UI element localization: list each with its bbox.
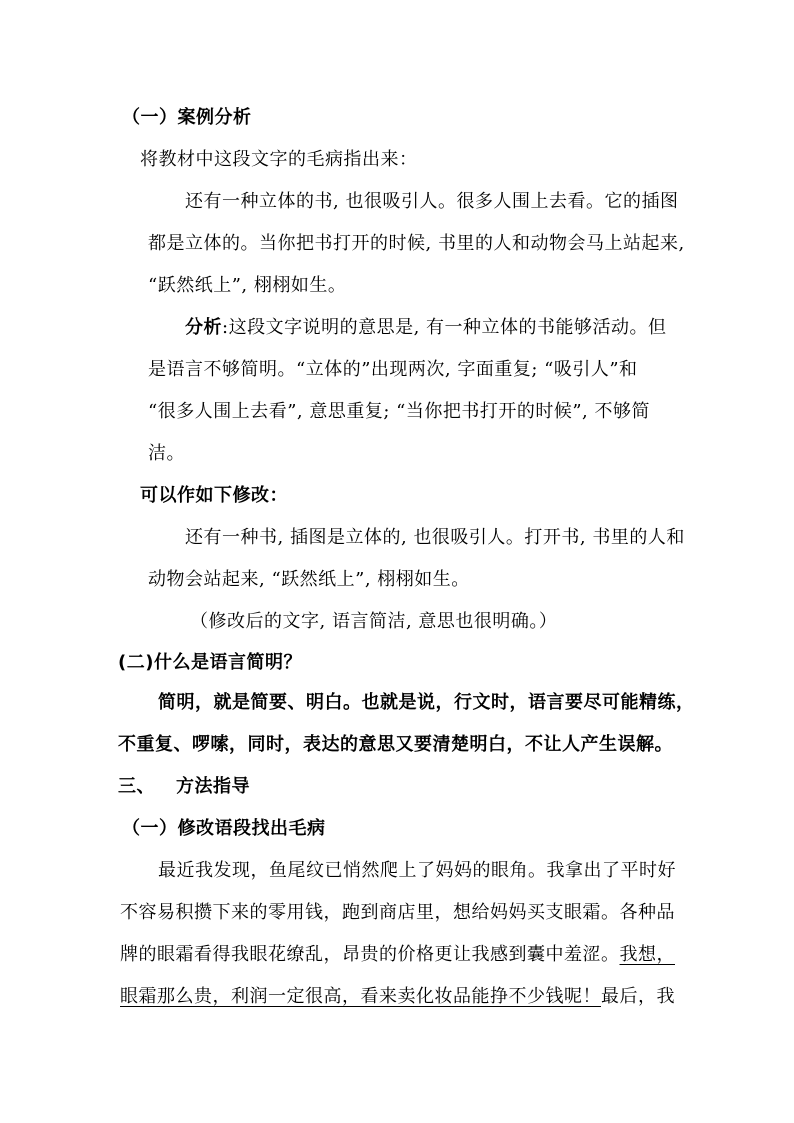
original-line-3: “跃然纸上”, 栩栩如生。 (148, 275, 347, 296)
revision-note: （修改后的文字, 语言简洁, 意思也很明确。） (190, 611, 558, 632)
original-line-2: 都是立体的。当你把书打开的时候, 书里的人和动物会马上站起来, (148, 233, 685, 254)
section-number-three: 三、 (118, 776, 155, 797)
section-heading-method: 方法指导 (176, 776, 250, 797)
intro-text: 将教材中这段文字的毛病指出来： (140, 149, 418, 170)
analysis-line-4: 洁。 (148, 443, 185, 464)
analysis-label: 分析 (185, 317, 222, 338)
section-heading-case-analysis: （一）案例分析 (122, 107, 252, 128)
subsection-heading-find-errors: （一）修改语段找出毛病 (122, 818, 326, 839)
revised-line-2: 动物会站起来, “跃然纸上”, 栩栩如生。 (148, 569, 470, 590)
definition-line-2: 不重复、啰嗦，同时，表达的意思又要清楚明白，不让人产生误解。 (118, 734, 673, 755)
analysis-line-3: “很多人围上去看”, 意思重复; “当你把书打开的时候”, 不够简 (148, 401, 650, 422)
exercise-line-4 (120, 984, 675, 1010)
revised-line-1: 还有一种书, 插图是立体的, 也很吸引人。打开书, 书里的人和 (185, 527, 685, 548)
analysis-text-1: :这段文字说明的意思是, 有一种立体的书能够活动。但 (222, 317, 667, 338)
exercise-line-3-underlined: 我想， (619, 944, 675, 965)
exercise-line-3-plain: 牌的眼霜看得我眼花缭乱，昂贵的价格更让我感到囊中羞涩。 (120, 944, 620, 965)
analysis-line-2: 是语言不够简明。“立体的”出现两次, 字面重复; “吸引人”和 (148, 359, 638, 380)
exercise-line-4-plain: 最后，我 (601, 986, 675, 1007)
exercise-line-4-underlined: 眼霜那么贵，利润一定很高，看来卖化妆品能挣不少钱呢！ (120, 986, 601, 1007)
definition-line-1: 简明，就是简要、明白。也就是说，行文时，语言要尽可能精练， (158, 692, 695, 713)
revise-heading: 可以作如下修改： (140, 485, 288, 506)
section-heading-what-is-concise: (二)什么是语言简明？ (118, 652, 302, 673)
analysis-line-1 (185, 315, 667, 341)
exercise-line-3 (120, 942, 675, 968)
exercise-line-1: 最近我发现，鱼尾纹已悄然爬上了妈妈的眼角。我拿出了平时好 (158, 860, 676, 881)
original-line-1: 还有一种立体的书, 也很吸引人。很多人围上去看。它的插图 (185, 191, 679, 212)
exercise-line-2: 不容易积攒下来的零用钱，跑到商店里，想给妈妈买支眼霜。各种品 (120, 902, 675, 923)
